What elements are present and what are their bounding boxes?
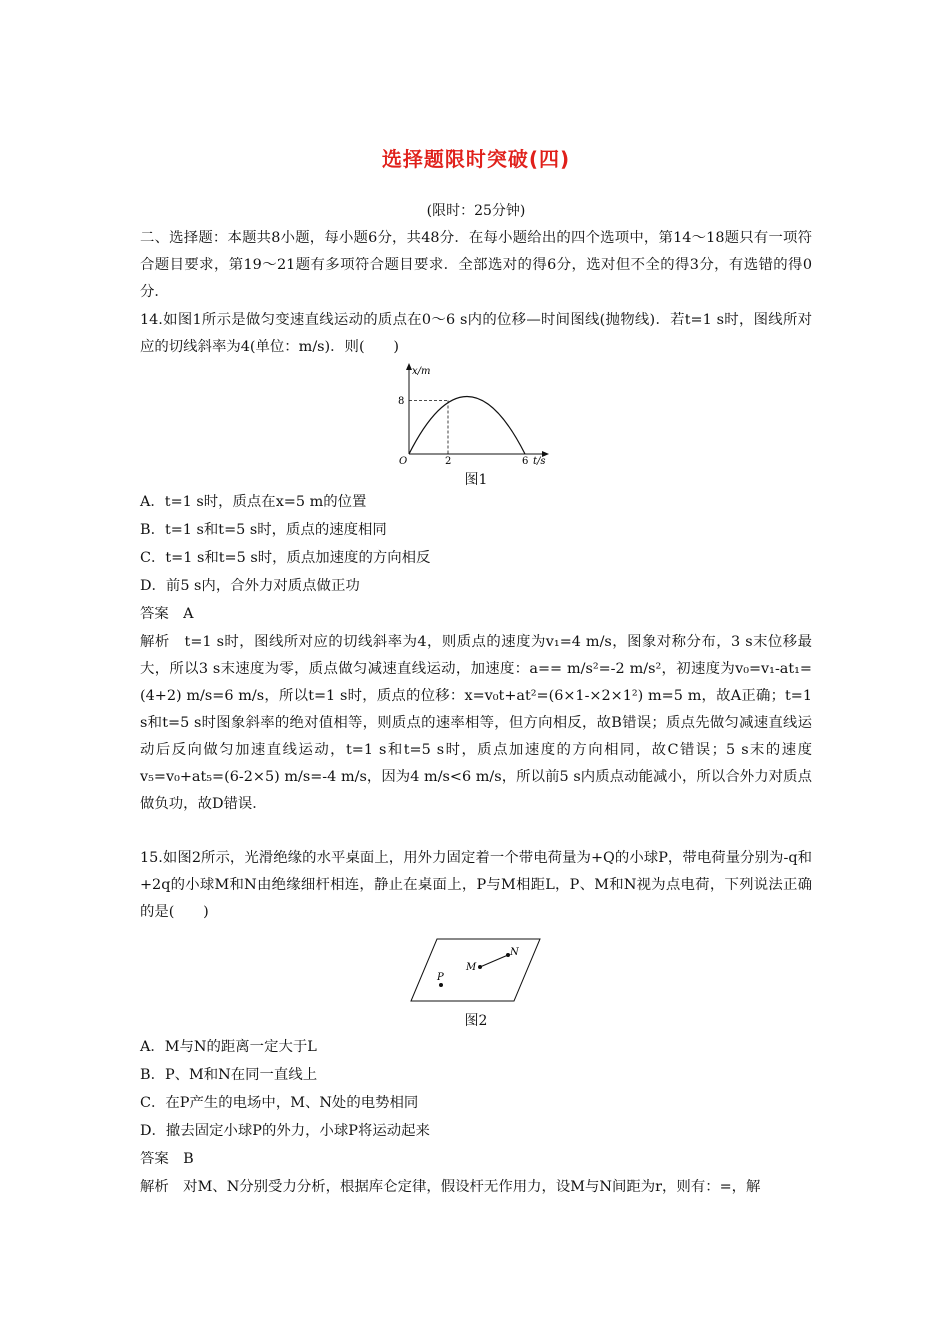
x-tick-6: 6 [522,456,529,466]
origin-label: O [399,456,408,466]
q15-option-c: C．在P产生的电场中，M、N处的电势相同 [140,1095,419,1111]
q14-displacement-time-graph [385,360,565,466]
section-intro: 二、选择题：本题共8小题，每小题6分，共48分．在每小题给出的四个选项中，第14～18题只有一项符合题目要求，第19～21题有多项符合题目要求．全部选对的得6分，选对但不全的得3分，有选错的得0分． [140,230,812,300]
q14-stem: 14.如图1所示是做匀变速直线运动的质点在0～6 s内的位移—时间图线(抛物线)．若t=1 s时，图线所对应的切线斜率为4(单位：m/s)．则( ) [140,312,812,355]
insulating-rod [480,955,508,967]
page-title: 选择题限时突破(四) [381,147,571,171]
q14-option-b: B．t=1 s和t=5 s时，质点的速度相同 [140,522,387,538]
time-limit: (限时：25分钟) [426,203,526,219]
q14-analysis: 解析 t=1 s时，图线所对应的切线斜率为4，则质点的速度为v₁=4 m/s，图象对称分布，3 s末位移最大，所以3 s末速度为零，质点做匀减速直线运动，加速度：a== m/s²=-2 m/s²，初速度为v₀=v₁-at₁=(4+2) m/s=6 m/s，所以t=1 s时，质点的位移：x=v₀t+at²=(6×1-×2×1²) m=5 m，故A正确；t=1 s和t=5 s时图象斜率的绝对值相等，则质点的速率相等，但方向相反，故B错误；质点先做匀减速直线运动后反向做匀加速直线运动，t=1 s和t=5 s时，质点加速度的方向相同，故C错误；5 s末的速度v₅=v₀+at₅=(6-2×5) m/s=-4 m/s，因为4 m/s<6 m/s，所以前5 s内质点动能减小，所以合外力对质点做负功，故D错误． [140,634,812,812]
label-m: M [466,962,477,973]
q15-answer: 答案 B [140,1151,194,1167]
q15-option-d: D．撤去固定小球P的外力，小球P将运动起来 [140,1123,430,1139]
q15-stem: 15.如图2所示，光滑绝缘的水平桌面上，用外力固定着一个带电荷量为+Q的小球P，带电荷量分别为-q和+2q的小球M和N由绝缘细杆相连，静止在桌面上，P与M相距L，P、M和N视为点电荷，下列说法正确的是( ) [140,850,812,920]
figure-1-caption: 图1 [464,472,488,488]
q15-analysis: 解析 对M、N分别受力分析，根据库仑定律，假设杆无作用力，设M与N间距为r，则有：=，解 [140,1179,761,1195]
x-axis-label: t/s [533,456,546,466]
figure-2-caption: 图2 [464,1013,488,1029]
label-p: P [437,972,444,983]
parabola-curve [409,397,525,455]
ball-p [439,983,443,987]
q15-option-b: B．P、M和N在同一直线上 [140,1067,318,1083]
y-tick-8: 8 [398,396,405,407]
q14-option-c: C．t=1 s和t=5 s时，质点加速度的方向相反 [140,550,431,566]
q15-table-diagram [405,935,545,1005]
label-n: N [510,947,519,958]
q14-option-a: A．t=1 s时，质点在x=5 m的位置 [140,494,367,510]
y-axis-label: x/m [412,366,431,377]
q15-option-a: A．M与N的距离一定大于L [140,1039,317,1055]
x-tick-2: 2 [445,456,452,466]
q14-option-d: D．前5 s内，合外力对质点做正功 [140,578,360,594]
q14-answer: 答案 A [140,606,194,622]
